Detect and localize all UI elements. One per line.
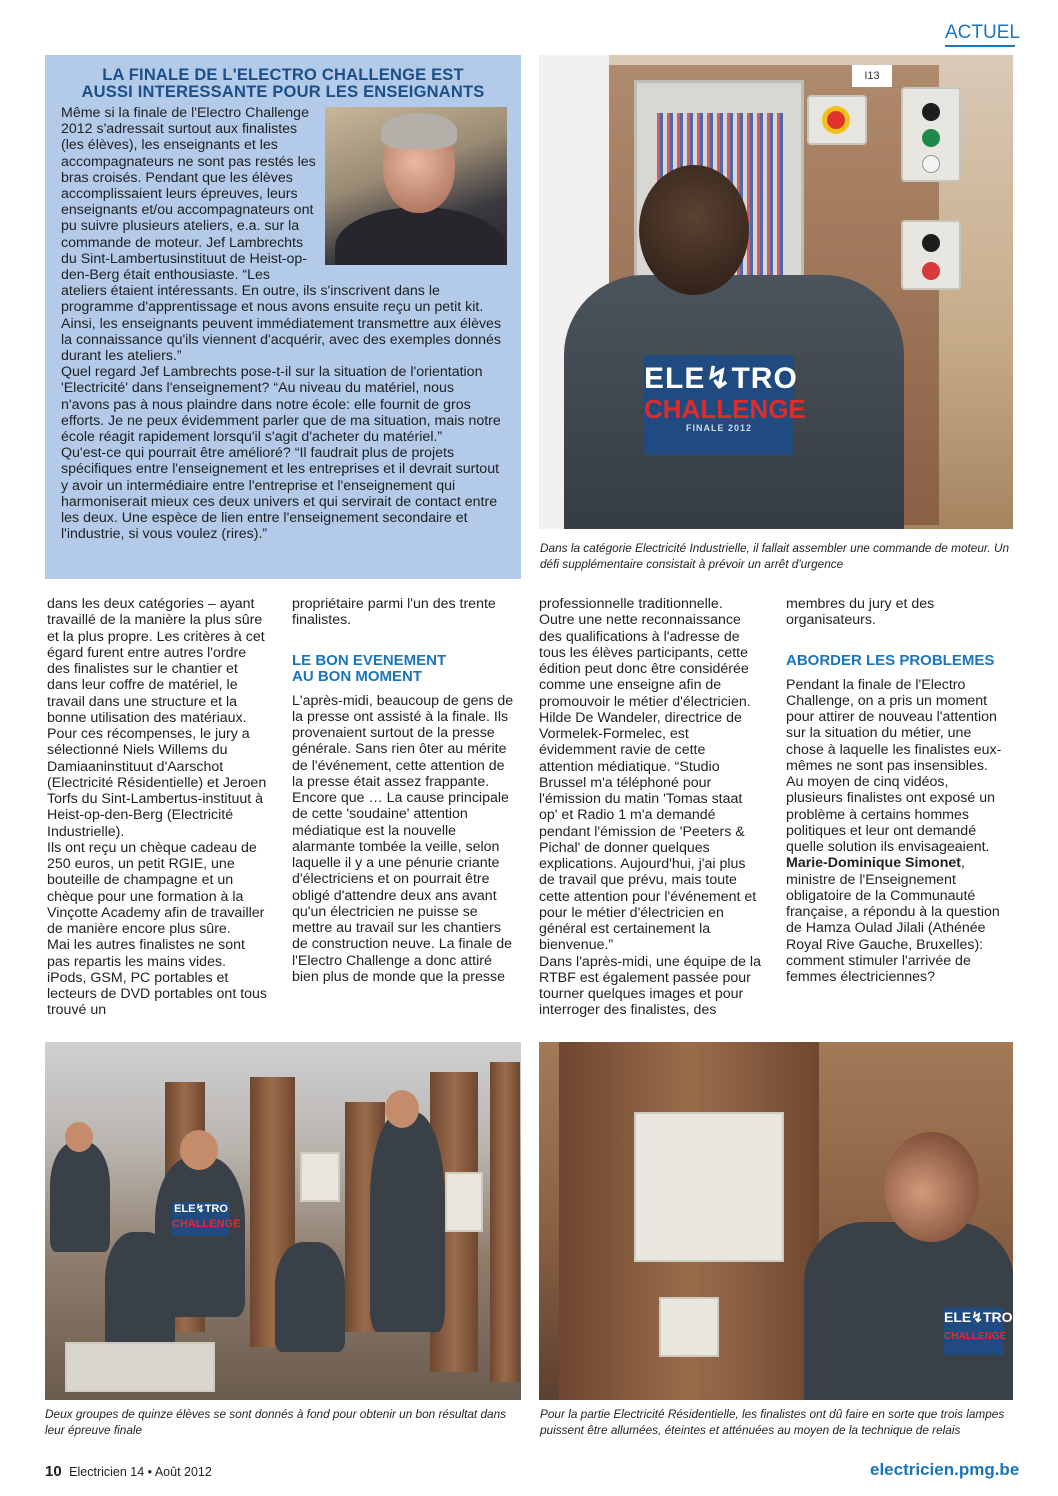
caption-bottom-left-photo: Deux groupes de quinze élèves se sont donnés à fond pour obtenir un bon résultat dans leur épreuve finale xyxy=(45,1407,507,1437)
minister-name: Marie-Dominique Simonet xyxy=(786,855,961,872)
black-button-icon xyxy=(922,103,940,121)
photo-panel xyxy=(490,1062,520,1382)
teachers-sidebar-box xyxy=(45,55,521,579)
photo-student xyxy=(50,1142,110,1252)
photo-bl-logo-line2: CHALLENGE xyxy=(172,1218,241,1230)
photo-cabinet xyxy=(445,1172,483,1232)
caption-top-photo: Dans la catégorie Electricité Industrielle, il fallait assembler une commande de moteur. Un défi supplémentaire consistait à prévoir un arrêt d'urgence xyxy=(540,541,1010,571)
col3-paragraph-3: Hilde De Wandeler, directrice de Vormelek-Formelec, est évidemment ravie de cette attention médiatique. “Studio Brussel m'a téléphoné pour l'émission du matin 'Tomas staat op' et Radio 1 m'a demandé pendant l'émission de 'Peeters & Pichal' de donner quelques explications. Aujourd'hui, j'ai plus de travail que prévu, mais toute cette attention pour l'événement et pour le métier d'électricien en général est certainement la bienvenue.” xyxy=(539,709,757,954)
photo-toolbox xyxy=(65,1342,215,1392)
stop-button-icon xyxy=(922,262,940,280)
section-tag: ACTUEL xyxy=(945,22,1015,47)
col1-paragraph-1: dans les deux catégories – ayant travaillé de la manière la plus sûre et la plus propre. Les critères à cet égard furent entre autres l'ordre des finalistes sur le chantier et dans leur coffre de matériel, le travail dans une structure et la bonne utilisation des matériaux. Pour ces récompenses, le jury a sélectionné Niels Willems du Damiaaninstituut d'Aarschot (Electricité Résidentielle) et Jeroen Torfs du Sint-Lambertus-instituut à Heist-op-den-Berg (Electricité Industrielle). xyxy=(47,596,267,840)
photo-shirt-logo xyxy=(944,1307,1013,1355)
col3-paragraph-1: professionnelle traditionnelle. xyxy=(539,596,723,612)
photo-br-logo-line2: CHALLENGE xyxy=(944,1331,1007,1342)
photo-workshop-hall xyxy=(45,1042,521,1400)
footer-issue-info xyxy=(45,1463,212,1480)
article-column-1 xyxy=(47,596,269,1019)
article-column-3 xyxy=(539,596,761,1019)
col4-paragraph-3 xyxy=(786,855,1008,985)
col2-paragraph-0: propriétaire parmi l'un des trente finalistes. xyxy=(292,596,496,629)
photo-student-head xyxy=(65,1122,93,1152)
col3-paragraph-4: Dans l'après-midi, une équipe de la RTBF est également passée pour tourner quelques images et pour interroger des finalistes, des xyxy=(539,953,761,1019)
photo-start-stop-box xyxy=(901,220,961,290)
logo-line1: ELE↯TRO xyxy=(644,362,798,395)
photo-shirt-logo xyxy=(172,1202,241,1236)
logo-line3: FINALE 2012 xyxy=(685,423,753,433)
sidebar-title-line1: LA FINALE DE L'ELECTRO CHALLENGE EST xyxy=(102,66,464,84)
photo-button-box xyxy=(901,87,961,182)
white-button-icon xyxy=(922,155,940,173)
col4-paragraph-2: Au moyen de cinq vidéos, plusieurs finalistes ont exposé un problème à certains hommes politiques et leur ont demandé quelle solution ils envisageaient. xyxy=(786,774,995,855)
photo-residential-wiring xyxy=(539,1042,1013,1400)
electro-challenge-logo xyxy=(644,355,806,455)
photo-student-head xyxy=(884,1132,979,1242)
heading-bon-evenement xyxy=(292,653,514,685)
col3-paragraph-2: Outre une nette reconnaissance des qualifications à l'adresse de tous les élèves participants, cette édition peut donc être considérée comme une enseigne afin de promouvoir le métier d'électricien. xyxy=(539,612,751,710)
emergency-stop-icon xyxy=(827,111,845,129)
sidebar-title xyxy=(61,67,505,101)
photo-student-from-behind xyxy=(564,165,904,529)
portrait-body xyxy=(335,207,505,265)
portrait-hair xyxy=(381,113,457,149)
col4-paragraph-3-text: , ministre de l'Enseignement obligatoire de la Communauté française, a répondu à la question de Hamza Oulad Jilali (Athénée Royal Rive Gauche, Bruxelles): comment stimuler l'arrivée de femmes électriciennes? xyxy=(786,855,1000,985)
green-button-icon xyxy=(922,129,940,147)
page-number: 10 xyxy=(45,1463,62,1480)
heading-line1: LE BON EVENEMENT xyxy=(292,651,447,669)
logo-line2: CHALLENGE xyxy=(644,394,806,424)
sidebar-paragraph-3: Qu'est-ce qui pourrait être amélioré? “Il faudrait plus de projets spécifiques entre l'enseignement et les entreprises et il devrait surtout y avoir un intermédiaire entre l'entreprise et l'enseignement qui harmoniserait mieux ces deux univers et qui servirait de contact entre les deux. Une espèce de lien entre l'enseignement secondaire et l'industrie, si vous voulez (rires).” xyxy=(61,445,500,543)
sidebar-paragraph-2: Quel regard Jef Lambrechts pose-t-il sur la situation de l'orientation 'Electricité' dans l'enseignement? “Au niveau du matériel, nous n'avons pas à nous plaindre dans notre école: elle fournit de gros efforts. Je ne peux évidemment parler que de ma situation, mais notre école réagit rapidement lorsqu'il s'agit d'acheter du matériel.” xyxy=(61,364,501,446)
photo-bl-logo-line1: ELE↯TRO xyxy=(174,1203,228,1215)
photo-student xyxy=(370,1112,445,1332)
start-button-icon xyxy=(922,234,940,252)
photo-distribution-box xyxy=(634,1112,784,1262)
photo-panel-label: I13 xyxy=(852,65,892,87)
col1-paragraph-3: Mai les autres finalistes ne sont pas repartis les mains vides. iPods, GSM, PC portables et lecteurs de DVD portables ont tous trouvé un xyxy=(47,937,268,1019)
sidebar-paragraph-1: Même si la finale de l'Electro Challenge 2012 s'adressait surtout aux finalistes (les élèves), les enseignants et les accompagnateurs ne sont pas restés les bras croisés. Pendant que les élèves accomplissaient leurs épreuves, leurs enseignants et/ou accompagnateurs ont pu suivre plusieurs ateliers, e.a. sur la commande de moteur. Jef Lambrechts du Sint-Lambertusinstituut de Heist-op-den-Berg était enthousiaste. “Les ateliers étaient intéressants. En outre, ils s'inscrivent dans le programme d'apprentissage et nous avons ensuite reçu un petit kit. Ainsi, les enseignants peuvent immédiatement transmettre aux élèves la connaissance qu'ils viennent d'acquérir, avec des exemples donnés durant les ateliers.” xyxy=(61,105,502,365)
photo-student-head xyxy=(639,165,749,295)
sidebar-title-line2: AUSSI INTERESSANTE POUR LES ENSEIGNANTS xyxy=(81,83,485,101)
photo-motor-control-assembly xyxy=(539,55,1013,529)
portrait-photo-jef-lambrechts xyxy=(325,107,507,265)
photo-student-head xyxy=(385,1090,419,1128)
photo-br-logo-line1: ELE↯TRO xyxy=(944,1309,1013,1325)
article-column-2 xyxy=(292,596,514,985)
heading-aborder-problemes: ABORDER LES PROBLEMES xyxy=(786,651,995,669)
issue-label: Electricien 14 • Août 2012 xyxy=(69,1465,212,1479)
photo-cabinet xyxy=(300,1152,340,1202)
caption-bottom-right-photo: Pour la partie Electricité Résidentielle, les finalistes ont dû faire en sorte que trois lampes puissent être allumées, éteintes et atténuées au moyen de la technique de relais xyxy=(540,1407,1005,1437)
website-link[interactable]: electricien.pmg.be xyxy=(870,1460,1020,1479)
photo-student-kneeling xyxy=(105,1232,175,1352)
photo-student-head xyxy=(180,1130,218,1170)
col2-paragraph-1: L'après-midi, beaucoup de gens de la presse ont assisté à la finale. Ils provenaient surtout de la presse générale. Sans rien ôter au mérite de l'événement, cette attention de la presse était assez frappante. Encore que … La cause principale de cette 'soudaine' attention médiatique est la nouvelle alarmante tombée la veille, selon laquelle il y a une pénurie criante d'électriciens et on pourrait être obligé d'attendre deux ans avant qu'un électricien ne puisse se mettre au travail sur les chantiers de construction neuve. La finale de l'Electro Challenge a donc attiré bien plus de monde que la presse xyxy=(292,692,514,985)
col4-paragraph-0: membres du jury et des organisateurs. xyxy=(786,596,935,629)
article-column-4 xyxy=(786,596,1008,985)
col4-paragraph-1: Pendant la finale de l'Electro Challenge, on a pris un moment pour attirer de nouveau l'attention sur la situation du métier, une chose à laquelle les finalistes eux-mêmes ne sont pas insensibles. xyxy=(786,676,1002,774)
photo-emergency-stop-box xyxy=(807,95,867,145)
photo-student-kneeling xyxy=(275,1242,345,1352)
photo-junction-box xyxy=(659,1297,719,1357)
col1-paragraph-2: Ils ont reçu un chèque cadeau de 250 euros, un petit RGIE, une bouteille de champagne et un chèque pour une formation à la Vinçotte Academy afin de travailler de manière encore plus sûre. xyxy=(47,839,265,937)
heading-line2: AU BON MOMENT xyxy=(292,667,422,685)
